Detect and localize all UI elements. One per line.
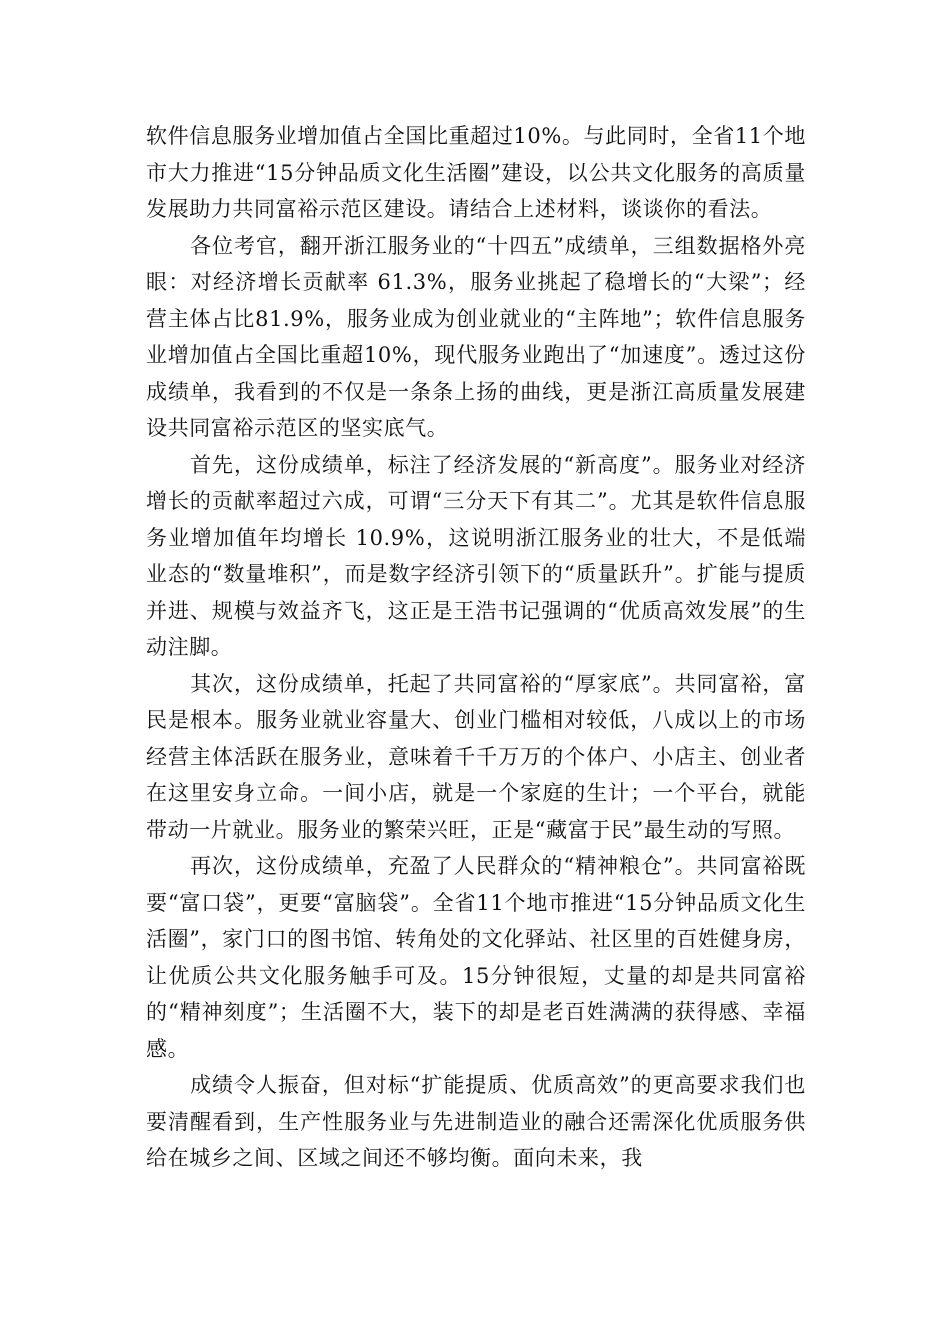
paragraph-6: 成绩令人振奋，但对标“扩能提质、优质高效”的更高要求我们也要清醒看到，生产性服务业与先进制造业的融合还需深化优质服务供给在城乡之间、区域之间还不够均衡。面向未来，我 <box>146 1073 806 1170</box>
paragraph-4: 其次，这份成绩单，托起了共同富裕的“厚家底”。共同富裕，富民是根本。服务业就业容量大、创业门槛相对较低，八成以上的市场经营主体活跃在服务业，意味着千千万万的个体户、小店主、创业者在这里安身立命。一间小店，就是一个家庭的生计；一个平台，就能带动一片就业。服务业的繁荣兴旺，正是“藏富于民”最生动的写照。 <box>146 671 806 842</box>
paragraph-2: 各位考官，翻开浙江服务业的“十四五”成绩单，三组数据格外亮眼：对经济增长贡献率 61.3%，服务业挑起了稳增长的“大梁”；经营主体占比81.9%，服务业成为创业就业的“主阵地”；软件信息服务业增加值占全国比重超10%，现代服务业跑出了“加速度”。透过这份成绩单，我看到的不仅是一条条上扬的曲线，更是浙江高质量发展建设共同富裕示范区的坚实底气。 <box>146 233 806 440</box>
document-body <box>146 118 806 1177</box>
paragraph-1: 软件信息服务业增加值占全国比重超过10%。与此同时，全省11个地市大力推进“15分钟品质文化生活圈”建设，以公共文化服务的高质量发展助力共同富裕示范区建设。请结合上述材料，谈谈你的看法。 <box>146 124 806 221</box>
paragraph-3: 首先，这份成绩单，标注了经济发展的“新高度”。服务业对经济增长的贡献率超过六成，可谓“三分天下有其二”。尤其是软件信息服务业增加值年均增长 10.9%，这说明浙江服务业的壮大，不是低端业态的“数量堆积”，而是数字经济引领下的“质量跃升”。扩能与提质并进、规模与效益齐飞，这正是王浩书记强调的“优质高效发展”的生动注脚。 <box>146 452 806 659</box>
paragraph-5: 再次，这份成绩单，充盈了人民群众的“精神粮仓”。共同富裕既要“富口袋”，更要“富脑袋”。全省11个地市推进“15分钟品质文化生活圈”，家门口的图书馆、转角处的文化驿站、社区里的百姓健身房，让优质公共文化服务触手可及。15分钟很短，丈量的却是共同富裕的“精神刻度”；生活圈不大，装下的却是老百姓满满的获得感、幸福感。 <box>146 854 806 1061</box>
